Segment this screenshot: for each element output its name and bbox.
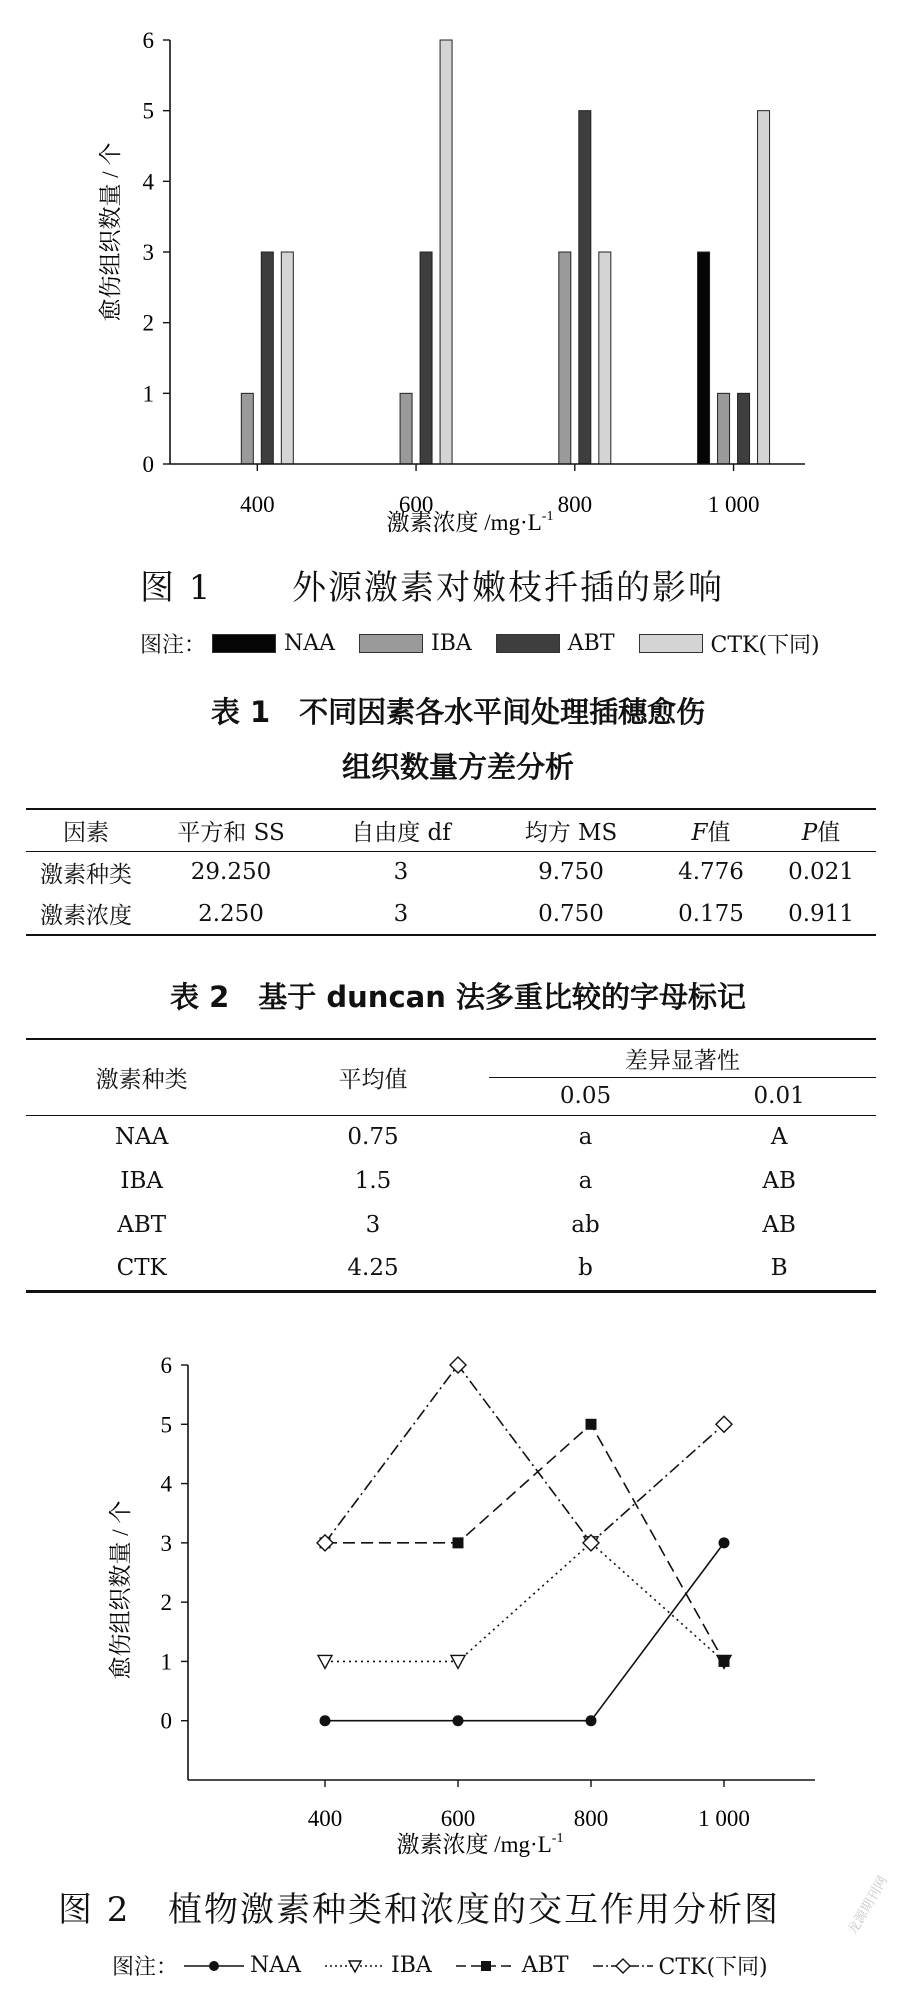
figure1-x-axis-label: 激素浓度 $/mg\cdot L^{-1}$ <box>386 509 554 535</box>
table2-cell: IBA <box>120 1168 163 1194</box>
legend-prefix: 图注： <box>112 1955 179 1980</box>
figure1-caption-number: 图 1 <box>140 568 213 608</box>
table1-header: 因素 <box>63 819 109 846</box>
figure1-bar-iba <box>241 393 253 464</box>
table-row <box>26 1115 876 1159</box>
table2-cell: NAA <box>114 1124 169 1151</box>
figure2-y-tick-label: 1 <box>160 1649 172 1675</box>
legend-line-abt <box>454 1956 518 1976</box>
table1-title-line1: 表 1 不同因素各水平间处理插穗愈伤 <box>210 695 706 729</box>
legend-label-iba: IBA <box>391 1953 432 1978</box>
table2-cell: a <box>578 1168 593 1194</box>
legend-label-naa: NAA <box>250 1953 302 1978</box>
legend-label-ctk: CTK(下同) <box>658 1955 768 1980</box>
figure1-bar-iba <box>400 393 412 464</box>
figure2-x-tick-label: 1 000 <box>698 1806 750 1831</box>
table2-cell: 1.5 <box>354 1168 392 1194</box>
table2-cell: ab <box>571 1212 600 1238</box>
figure1-bar-naa <box>698 252 710 464</box>
table1-cell: 0.750 <box>538 900 604 927</box>
figure2-x-tick-label: 600 <box>440 1806 476 1831</box>
figure2-point-naa <box>320 1715 331 1726</box>
figure1-bar-abt <box>579 111 591 464</box>
figure1-bar-abt <box>738 393 750 464</box>
table1-header: F值 <box>691 819 731 846</box>
figure2-y-tick-label: 2 <box>160 1590 172 1616</box>
legend-swatch-iba <box>359 634 423 653</box>
table1-cell: 3 <box>393 859 409 886</box>
legend-label-ctk: CTK(下同) <box>710 633 820 658</box>
figure2-point-ctk <box>450 1357 466 1373</box>
figure2-y-tick-label: 0 <box>160 1708 172 1734</box>
figure2-y-tick-label: 3 <box>160 1530 172 1556</box>
legend-swatch-naa <box>212 634 276 653</box>
table1-cell: 激素种类 <box>40 861 132 888</box>
figure2-line-abt <box>325 1424 724 1661</box>
legend-label-abt: ABT <box>521 1953 569 1978</box>
figure1-x-tick-label: 800 <box>557 492 593 517</box>
table1-title-line2: 组织数量方差分析 <box>341 750 574 784</box>
table2-cell: ABT <box>117 1212 167 1238</box>
figure2-x-tick-label: 800 <box>573 1806 609 1831</box>
figure1-bar-iba <box>559 252 571 464</box>
figure2-y-tick-label: 6 <box>160 1353 172 1378</box>
figure1-bar-ctk <box>599 252 611 464</box>
figure2-point-abt <box>586 1419 597 1430</box>
figure1-y-tick-label: 1 <box>142 381 154 407</box>
table2-duncan <box>26 1038 876 1293</box>
table2-header-row <box>26 1039 876 1077</box>
figure1-x-tick-label: 1 000 <box>707 492 760 517</box>
table1-anova <box>26 808 876 936</box>
table1-cell: 激素浓度 <box>40 903 132 929</box>
table-row <box>26 1159 876 1203</box>
table1-cell: 0.021 <box>788 859 854 886</box>
figure2-point-abt <box>453 1537 464 1548</box>
figure1-y-tick-label: 4 <box>142 169 154 195</box>
table2-cell: 4.25 <box>347 1255 399 1282</box>
figure1-caption: 外源激素对嫩枝扦插的影响 <box>292 568 724 608</box>
legend-line-naa <box>182 1956 246 1976</box>
table2-cell: A <box>770 1124 788 1151</box>
figure1-x-tick-label: 400 <box>240 492 275 517</box>
figure1-x-tick-label: 600 <box>398 492 434 517</box>
figure1-bar-abt <box>261 252 273 464</box>
figure1-bar-iba <box>718 393 730 464</box>
table1-cell: 9.750 <box>538 859 604 886</box>
table2-cell: a <box>578 1124 593 1151</box>
figure1-y-axis-label: 愈伤组织数量 / 个 <box>98 142 123 322</box>
legend-prefix: 图注： <box>140 633 207 658</box>
table1-cell: 3 <box>393 900 409 927</box>
figure2-point-naa <box>453 1715 464 1726</box>
table2-cell: AB <box>762 1212 796 1238</box>
table2-cell: 0.75 <box>347 1124 399 1151</box>
table2-cell: CTK <box>116 1255 167 1282</box>
figure1-bar-chart <box>0 0 916 540</box>
table1-header: 自由度 df <box>351 819 451 846</box>
table2-title: 表 2 基于 duncan 法多重比较的字母标记 <box>170 980 746 1014</box>
figure2-line-ctk <box>325 1365 724 1543</box>
watermark: 龙源期刊网 <box>845 1873 891 1938</box>
figure2-y-tick-label: 5 <box>160 1412 172 1438</box>
figure2-y-axis-label: 愈伤组织数量 / 个 <box>108 1500 133 1680</box>
figure2-point-naa <box>586 1715 597 1726</box>
table1-header-row <box>26 809 876 851</box>
legend-label-iba: IBA <box>431 631 472 656</box>
figure1-legend <box>140 628 838 659</box>
figure2-point-ctk <box>317 1535 333 1551</box>
table-row <box>26 1203 876 1247</box>
legend-line-ctk <box>591 1956 655 1976</box>
table2-cell: AB <box>762 1168 796 1194</box>
table2-cell: B <box>770 1255 788 1282</box>
table1-header: 均方 MS <box>524 819 618 846</box>
table1-cell: 0.175 <box>678 900 744 927</box>
table2-cell: 3 <box>365 1212 381 1238</box>
figure1-bar-ctk <box>440 40 452 464</box>
legend-swatch-ctk <box>639 634 703 653</box>
figure1-y-tick-label: 6 <box>142 28 154 53</box>
figure1-y-tick-label: 5 <box>142 98 154 124</box>
table-row <box>26 851 876 893</box>
figure2-caption-number: 图 2 <box>58 1890 131 1930</box>
figure2-x-axis-label: 激素浓度 $/mg\cdot L^{-1}$ <box>396 1831 564 1857</box>
table-row <box>26 1247 876 1291</box>
figure2-line-iba <box>325 1543 724 1662</box>
table1-cell: 29.250 <box>190 859 272 886</box>
table1-cell: 2.250 <box>198 900 264 927</box>
figure2-legend <box>112 1950 786 1981</box>
figure1-bar-ctk <box>281 252 293 464</box>
table2-header: 0.05 <box>559 1083 612 1109</box>
table2-header: 0.01 <box>753 1083 805 1109</box>
figure1-y-tick-label: 2 <box>142 310 154 336</box>
figure1-bar-ctk <box>758 111 770 464</box>
table1-cell: 4.776 <box>678 859 744 886</box>
table1-header: P值 <box>801 819 841 846</box>
legend-line-iba <box>323 1956 387 1976</box>
table2-header: 激素种类 <box>95 1066 188 1093</box>
figure2-point-iba <box>451 1655 465 1668</box>
table-row <box>26 893 876 935</box>
figure1-y-tick-label: 0 <box>142 452 154 477</box>
figure2-point-naa <box>719 1537 730 1548</box>
figure2-y-tick-label: 4 <box>160 1471 172 1497</box>
figure2-point-ctk <box>716 1416 732 1432</box>
legend-label-naa: NAA <box>284 631 336 656</box>
table2-cell: b <box>578 1255 593 1282</box>
table2-header: 平均值 <box>338 1066 408 1093</box>
figure2-line-naa <box>325 1543 724 1721</box>
legend-label-abt: ABT <box>567 631 615 656</box>
table2-header: 差异显著性 <box>489 1039 876 1077</box>
figure2-caption: 植物激素种类和浓度的交互作用分析图 <box>168 1890 780 1930</box>
figure2-point-iba <box>318 1655 332 1668</box>
legend-swatch-abt <box>496 634 560 653</box>
figure1-y-tick-label: 3 <box>142 240 154 265</box>
figure2-x-tick-label: 400 <box>307 1806 343 1831</box>
figure1-bar-abt <box>420 252 432 464</box>
figure2-point-abt <box>719 1656 730 1667</box>
table1-header: 平方和 SS <box>177 819 285 846</box>
figure2-line-chart <box>0 1330 916 1870</box>
table1-cell: 0.911 <box>788 900 854 927</box>
